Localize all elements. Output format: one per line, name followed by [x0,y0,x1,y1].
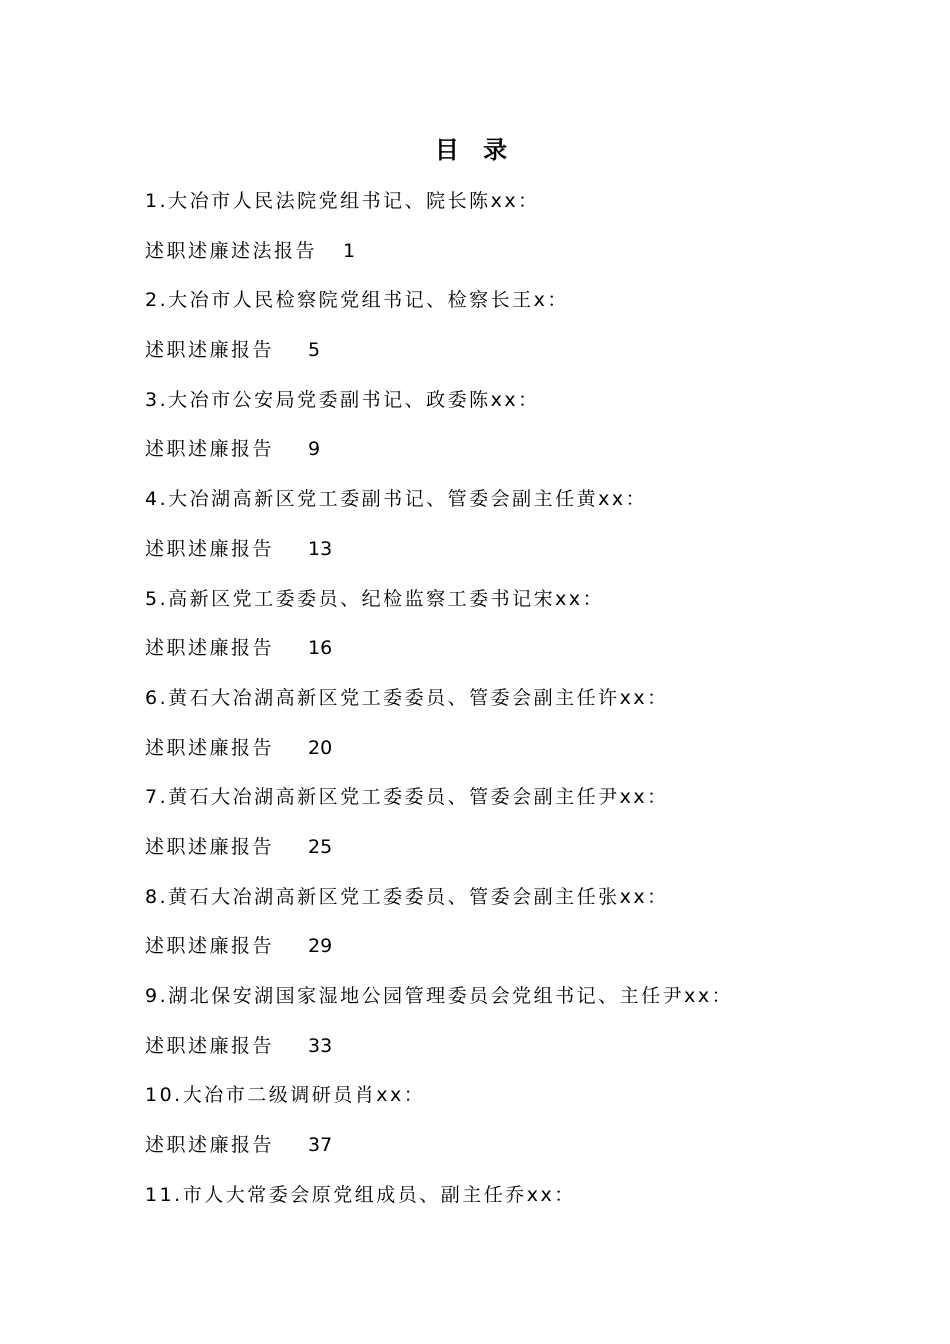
toc-entry-page-number: 37 [308,1134,333,1157]
toc-entry[interactable] [145,680,845,779]
toc-entry-page-number: 20 [308,736,333,759]
toc-entry[interactable] [145,978,845,1077]
toc-entry-subtitle-line [145,730,845,780]
toc-entry-subtitle: 述职述廉报告 [145,339,275,362]
toc-entry[interactable] [145,779,845,878]
toc-entry-subtitle: 述职述廉报告 [145,537,275,560]
toc-entry-heading: 6.黄石大冶湖高新区党工委委员、管委会副主任许xx： [145,686,669,709]
toc-entry[interactable] [145,1077,845,1176]
toc-entry-heading: 1.大冶市人民法院党组书记、院长陈xx： [145,190,540,212]
toc-entry-heading: 3.大冶市公安局党委副书记、政委陈xx： [145,388,540,411]
toc-entry-page-number: 16 [308,637,333,660]
toc-entry-subtitle: 述职述廉报告 [145,438,275,461]
toc-entry-subtitle: 述职述廉述法报告 [145,239,318,262]
toc-entry[interactable] [145,581,845,680]
toc-entry-page-number: 1 [343,239,356,262]
toc-entry-subtitle-line [145,630,845,680]
toc-entry-heading: 11.市人大常委会原党组成员、副主任乔xx： [145,1183,576,1206]
toc-entry-page-number: 13 [308,537,333,560]
toc-entry-subtitle: 述职述廉报告 [145,835,275,858]
toc-entry-subtitle-line [145,332,845,382]
toc-entry-subtitle-line [145,431,845,481]
toc-entry-page-number: 9 [308,438,321,461]
toc-entry-page-number: 33 [308,1034,333,1057]
toc-entry-heading: 2.大冶市人民检察院党组书记、检察长王x： [145,289,569,312]
toc-list [145,183,845,1226]
toc-entry[interactable] [145,183,845,282]
toc-entry-subtitle-line [145,928,845,978]
toc-entry-subtitle-line [145,1127,845,1177]
toc-entry-subtitle: 述职述廉报告 [145,637,275,660]
toc-entry-page-number: 5 [308,339,321,362]
toc-entry-subtitle: 述职述廉报告 [145,935,275,958]
toc-entry-heading: 4.大冶湖高新区党工委副书记、管委会副主任黄xx： [145,488,648,511]
toc-entry-heading: 5.高新区党工委委员、纪检监察工委书记宋xx： [145,587,605,610]
toc-entry-page-number: 25 [308,835,333,858]
toc-entry[interactable] [145,282,845,381]
toc-entry-heading: 8.黄石大冶湖高新区党工委委员、管委会副主任张xx： [145,885,669,908]
toc-entry[interactable] [145,481,845,580]
toc-entry-subtitle: 述职述廉报告 [145,1034,275,1057]
toc-entry-subtitle: 述职述廉报告 [145,736,275,759]
toc-entry[interactable] [145,879,845,978]
toc-entry-subtitle-line [145,233,845,283]
toc-entry-subtitle: 述职述廉报告 [145,1134,275,1157]
toc-entry-heading: 7.黄石大冶湖高新区党工委委员、管委会副主任尹xx： [145,786,669,809]
toc-entry-subtitle-line [145,531,845,581]
toc-entry[interactable] [145,1177,845,1227]
toc-title: 目 录 [434,135,516,164]
toc-entry-heading: 9.湖北保安湖国家湿地公园管理委员会党组书记、主任尹xx： [145,985,734,1007]
toc-entry-heading: 10.大冶市二级调研员肖xx： [145,1084,426,1107]
toc-entry-subtitle-line [145,829,845,879]
toc-entry-subtitle-line [145,1028,845,1078]
toc-entry-page-number: 29 [308,935,333,958]
toc-entry[interactable] [145,382,845,481]
